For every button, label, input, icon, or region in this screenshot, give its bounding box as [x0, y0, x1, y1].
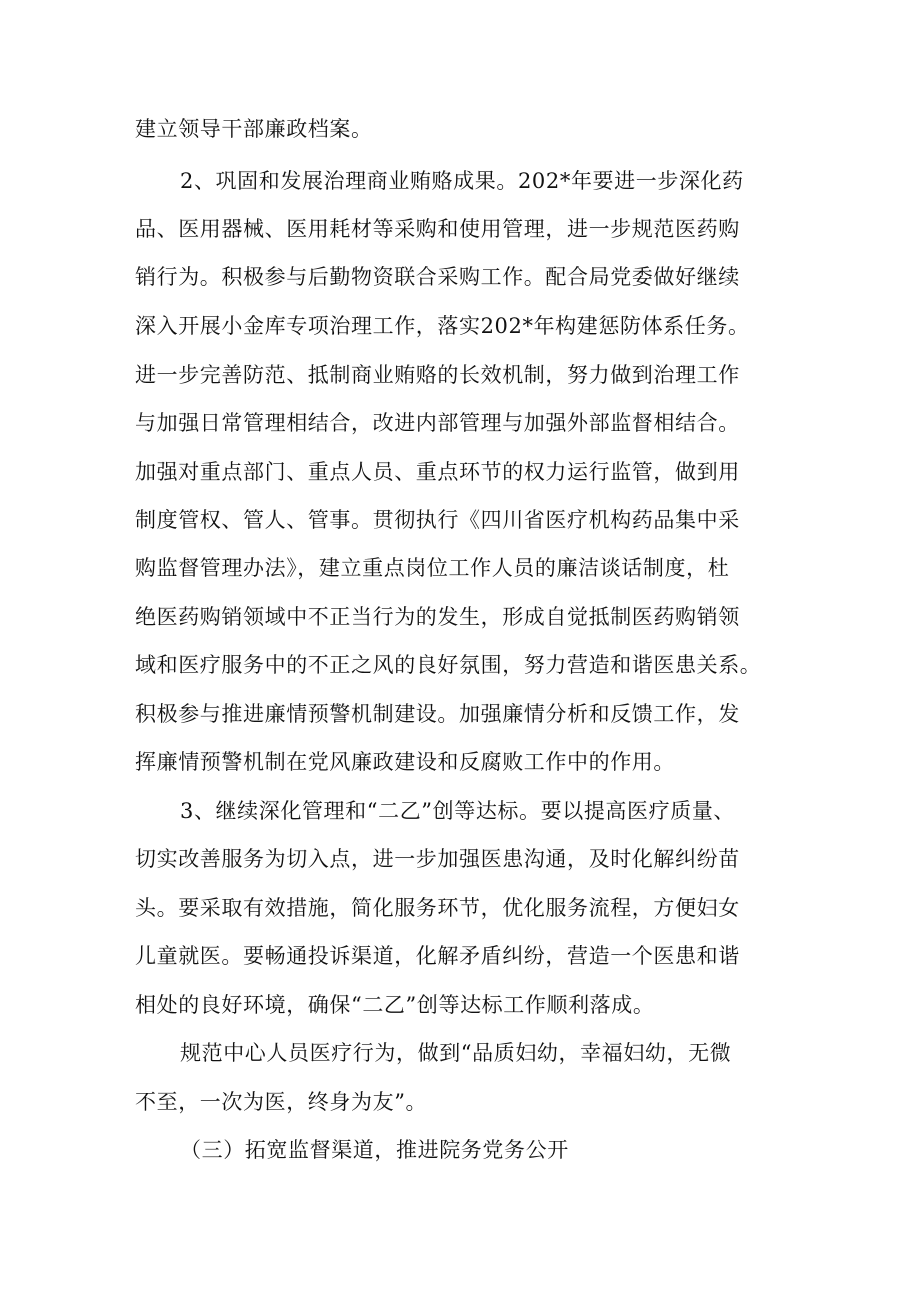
- paragraph-line: 域和医疗服务中的不正之风的良好氛围，努力营造和谐医患关系。: [135, 653, 762, 677]
- paragraph-line: 不至，一次为医，终身为友”。: [135, 1090, 428, 1114]
- paragraph-line: 3、继续深化管理和“二乙”创等达标。要以提高医疗质量、: [180, 799, 736, 823]
- paragraph-line: 绝医药购销领域中不正当行为的发生，形成自觉抵制医药购销领: [135, 605, 740, 629]
- paragraph-line: 切实改善服务为切入点，进一步加强医患沟通，及时化解纠纷苗: [135, 847, 740, 871]
- paragraph-line: 挥廉情预警机制在党风廉政建设和反腐败工作中的作用。: [135, 750, 675, 774]
- paragraph-line: 购监督管理办法》，建立重点岗位工作人员的廉洁谈话制度，杜: [135, 556, 730, 580]
- paragraph-line: 相处的良好环境，确保“二乙”创等达标工作顺利落成。: [135, 993, 655, 1017]
- paragraph-line: 进一步完善防范、抵制商业贿赂的长效机制，努力做到治理工作: [135, 363, 740, 387]
- paragraph-line: 头。要采取有效措施，简化服务环节，优化服务流程，方便妇女: [135, 896, 740, 920]
- paragraph-line: 深入开展小金库专项治理工作，落实202*年构建惩防体系任务。: [135, 314, 750, 338]
- paragraph-line: 制度管权、管人、管事。贯彻执行《四川省医疗机构药品集中采: [135, 508, 740, 532]
- paragraph-line: 加强对重点部门、重点人员、重点环节的权力运行监管，做到用: [135, 460, 740, 484]
- paragraph-line: 销行为。积极参与后勤物资联合采购工作。配合局党委做好继续: [135, 265, 740, 289]
- paragraph-line: 品、医用器械、医用耗材等采购和使用管理，进一步规范医药购: [135, 217, 740, 241]
- paragraph-line: 规范中心人员医疗行为，做到“品质妇幼，幸福妇幼，无微: [180, 1041, 732, 1065]
- paragraph-line: 积极参与推进廉情预警机制建设。加强廉情分析和反馈工作，发: [135, 702, 740, 726]
- paragraph-line: 儿童就医。要畅通投诉渠道，化解矛盾纠纷，营造一个医患和谐: [135, 944, 740, 968]
- paragraph-line: 2、巩固和发展治理商业贿赂成果。202*年要进一步深化药: [180, 169, 744, 193]
- paragraph-line: 建立领导干部廉政档案。: [135, 117, 373, 141]
- paragraph-line: 与加强日常管理相结合，改进内部管理与加强外部监督相结合。: [135, 411, 740, 435]
- section-heading: （三）拓宽监督渠道，推进院务党务公开: [180, 1138, 569, 1162]
